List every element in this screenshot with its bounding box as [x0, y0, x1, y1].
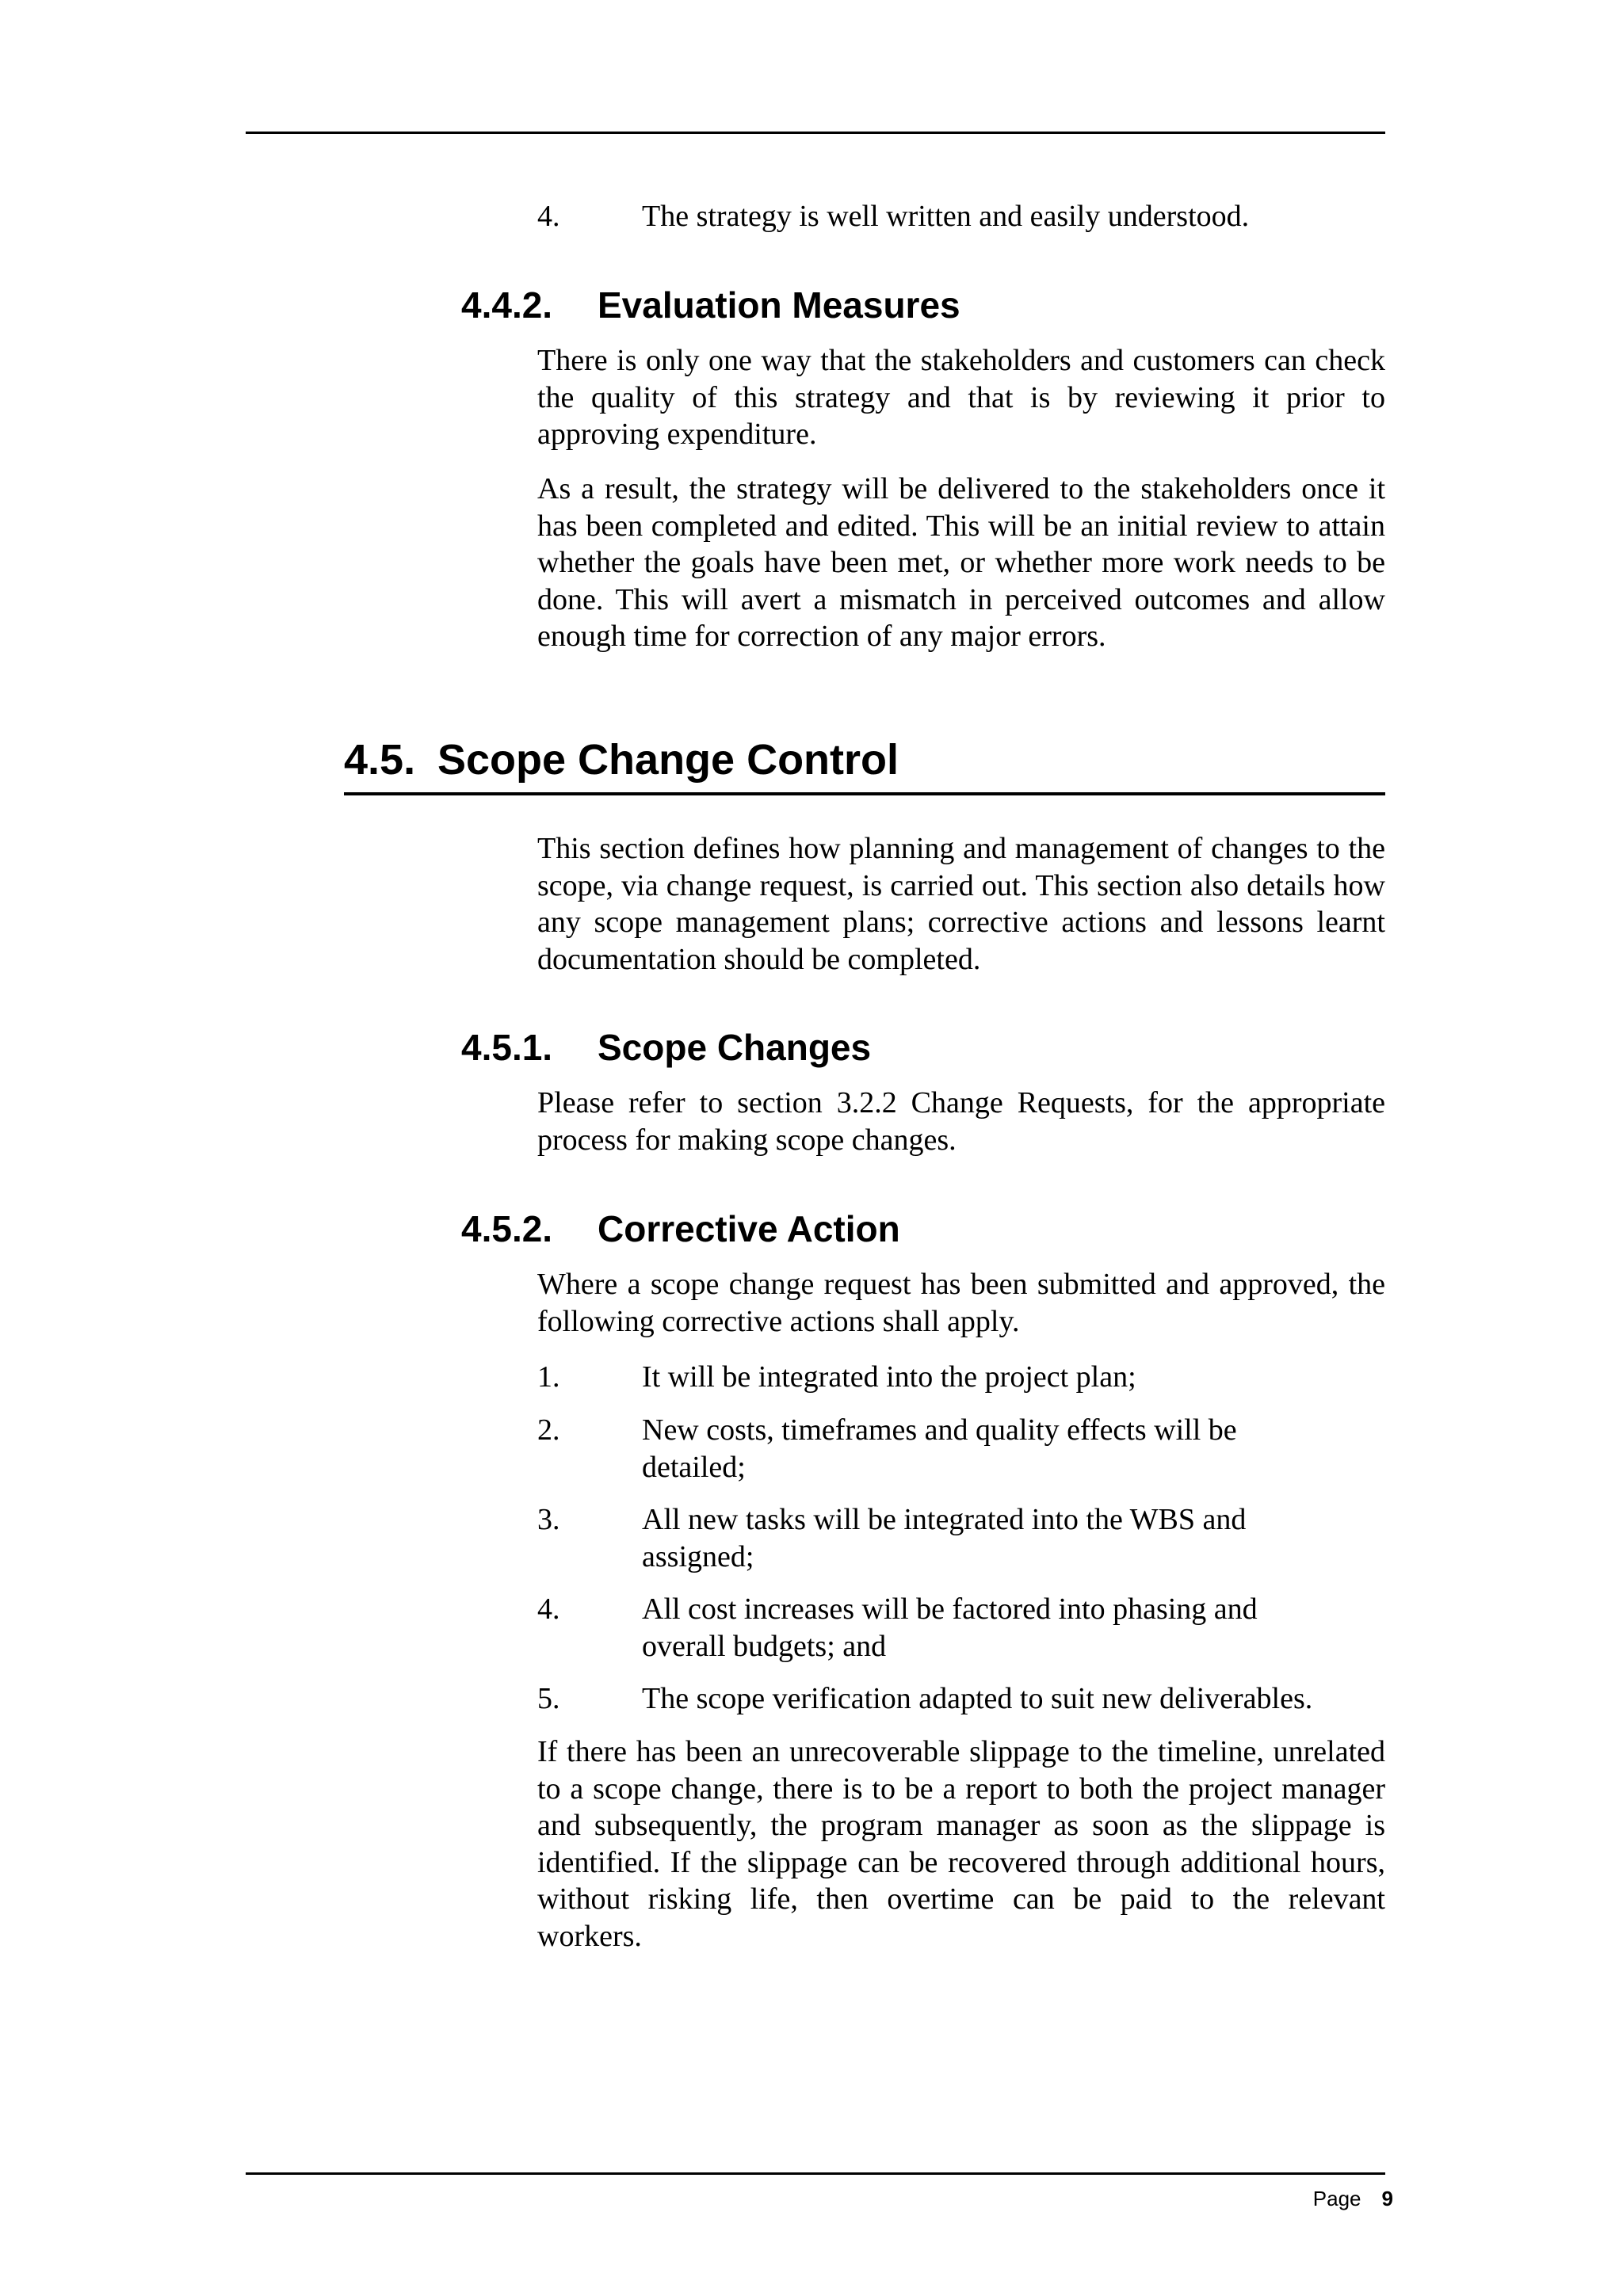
list-item-number: 5. [537, 1682, 560, 1715]
list-item-text: All cost increases will be factored into phasing and overall budgets; and [642, 1592, 1258, 1663]
section-number: 4.4.2. [461, 284, 553, 326]
section-heading-4-5 [344, 735, 1385, 795]
list-item-text: New costs, timeframes and quality effects will be detailed; [642, 1413, 1237, 1484]
section-number: 4.5.2. [461, 1208, 553, 1249]
list-item-number: 2. [537, 1413, 560, 1447]
paragraph: There is only one way that the stakeholders and customers can check the quality of this strategy and that is by reviewing it prior to approving expenditure. [537, 344, 1385, 451]
page-footer [1313, 2187, 1393, 2211]
page-label: Page [1312, 2187, 1361, 2210]
list-item-text: The strategy is well written and easily understood. [642, 200, 1250, 233]
list-item-number: 1. [537, 1360, 560, 1394]
paragraph: If there has been an unrecoverable slippage to the timeline, unrelated to a scope change, there is to be a report to both the project manager and subsequently, the program manager as soon as the slippage is identified. If the slippage can be recovered through additional hours, without risking life, then overtime can be paid to the relevant workers. [537, 1735, 1385, 1953]
paragraph: Where a scope change request has been submitted and approved, the following corrective actions shall apply. [537, 1268, 1385, 1338]
paragraph: Please refer to section 3.2.2 Change Requests, for the appropriate process for making scope changes. [537, 1086, 1385, 1157]
section-title: Corrective Action [598, 1208, 900, 1249]
section-heading-4-5-2 [461, 1207, 900, 1250]
header-rule [246, 132, 1385, 134]
page-number: 9 [1381, 2187, 1393, 2210]
list-item-text: The scope verification adapted to suit new deliverables. [642, 1682, 1313, 1715]
footer-rule [246, 2172, 1385, 2175]
section-heading-4-5-1 [461, 1026, 871, 1069]
section-title: Evaluation Measures [598, 284, 960, 326]
paragraph: This section defines how planning and management of changes to the scope, via change request, is carried out. This section also details how any scope management plans; corrective actions and lessons learnt documentation should be completed. [537, 832, 1385, 976]
list-item-number: 4. [537, 200, 560, 233]
section-number: 4.5. [344, 736, 416, 784]
section-number: 4.5.1. [461, 1027, 553, 1068]
section-heading-4-4-2 [461, 284, 960, 326]
list-item-number: 3. [537, 1503, 560, 1536]
section-title: Scope Change Control [437, 736, 899, 784]
paragraph: As a result, the strategy will be delivered to the stakeholders once it has been completed and edited. This will be an initial review to attain whether the goals have been met, or whether more work needs to be done. This will avert a mismatch in perceived outcomes and allow enough time for correction of any major errors. [537, 472, 1385, 653]
list-item-text: All new tasks will be integrated into the WBS and assigned; [642, 1503, 1247, 1573]
list-item-text: It will be integrated into the project plan; [642, 1360, 1136, 1394]
section-title: Scope Changes [598, 1027, 872, 1068]
list-item-number: 4. [537, 1592, 560, 1626]
